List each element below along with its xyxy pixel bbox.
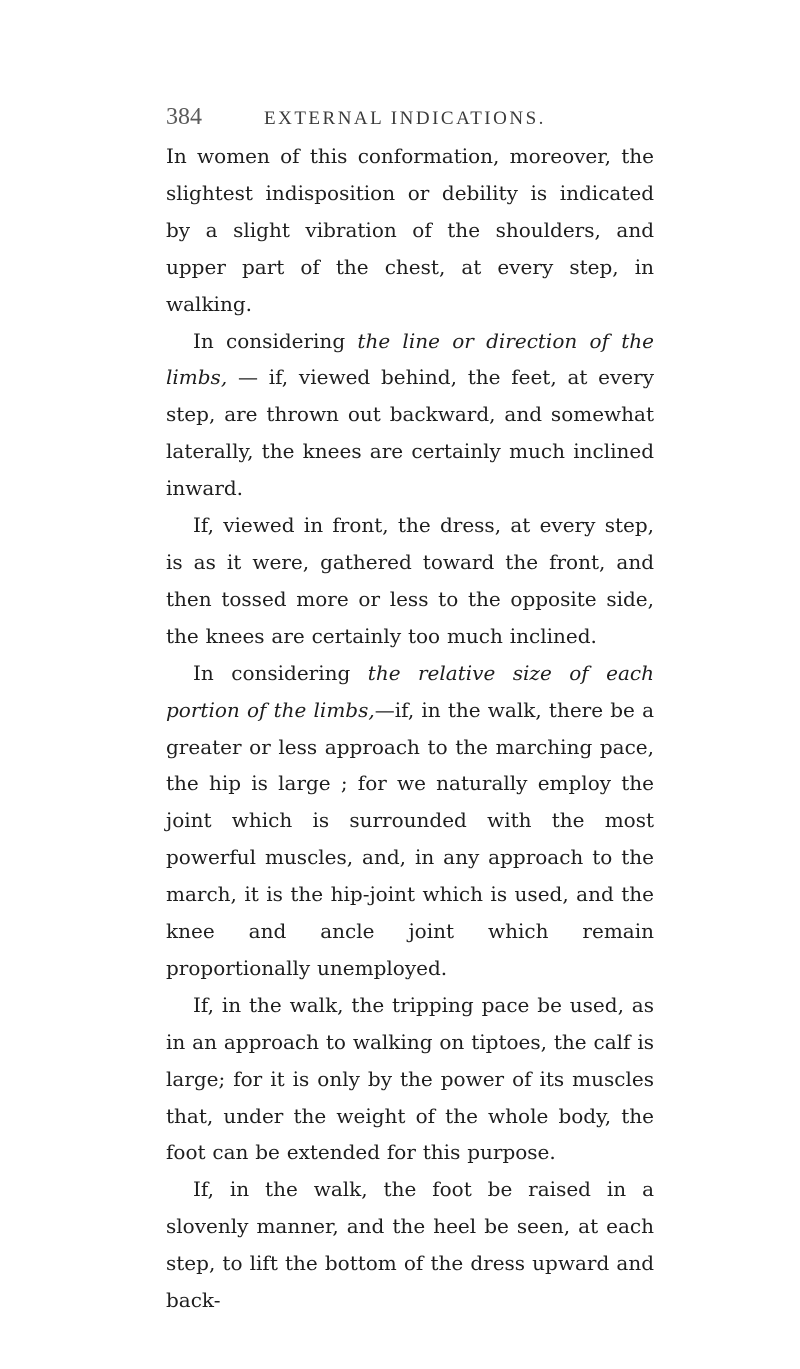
paragraph-line-of-limbs: In considering the line or direction of the limbs, — if, viewed behind, the feet, at every step, are thrown out backward, and somewhat laterally, the knees are certainly much inclined inward. bbox=[166, 328, 654, 501]
page-number: 384 bbox=[166, 104, 202, 130]
italic-phrase: the line or direction of the limbs, bbox=[166, 328, 654, 390]
body-text bbox=[166, 138, 654, 1319]
italic-phrase: the relative size of each portion of the limbs, bbox=[166, 660, 654, 722]
paragraph-women-conformation: In women of this conformation, moreover, the slightest indisposition or debility is indicated by a slight vibration of the shoulders, and upper part of the chest, at every step, in walking. bbox=[166, 144, 654, 316]
paragraph-tripping-pace: If, in the walk, the tripping pace be used, as in an approach to walking on tiptoes, the calf is large; for it is only by the power of its muscles that, under the weight of the whole body, the foot can be extended for this purpose. bbox=[166, 992, 654, 1165]
running-title: EXTERNAL INDICATIONS. bbox=[264, 108, 546, 129]
paragraph-relative-size: In considering the relative size of each portion of the limbs,—if, in the walk, there be a greater or less approach to the marching pace, the hip is large ; for we naturally employ the joint which is surrounded with the most powerful muscles, and, in any approach to the march, it is the hip-joint which is used, and the knee and ancle joint which remain proportionally unemployed. bbox=[166, 660, 655, 980]
running-head bbox=[166, 104, 686, 134]
paragraph-slovenly-foot: If, in the walk, the foot be raised in a slovenly manner, and the heel be seen, at each step, to lift the bottom of the dress upward and back- bbox=[166, 1177, 654, 1313]
paragraph-viewed-in-front: If, viewed in front, the dress, at every step, is as it were, gathered toward the front, and then tossed more or less to the opposite side, the knees are certainly too much inclined. bbox=[166, 513, 654, 648]
